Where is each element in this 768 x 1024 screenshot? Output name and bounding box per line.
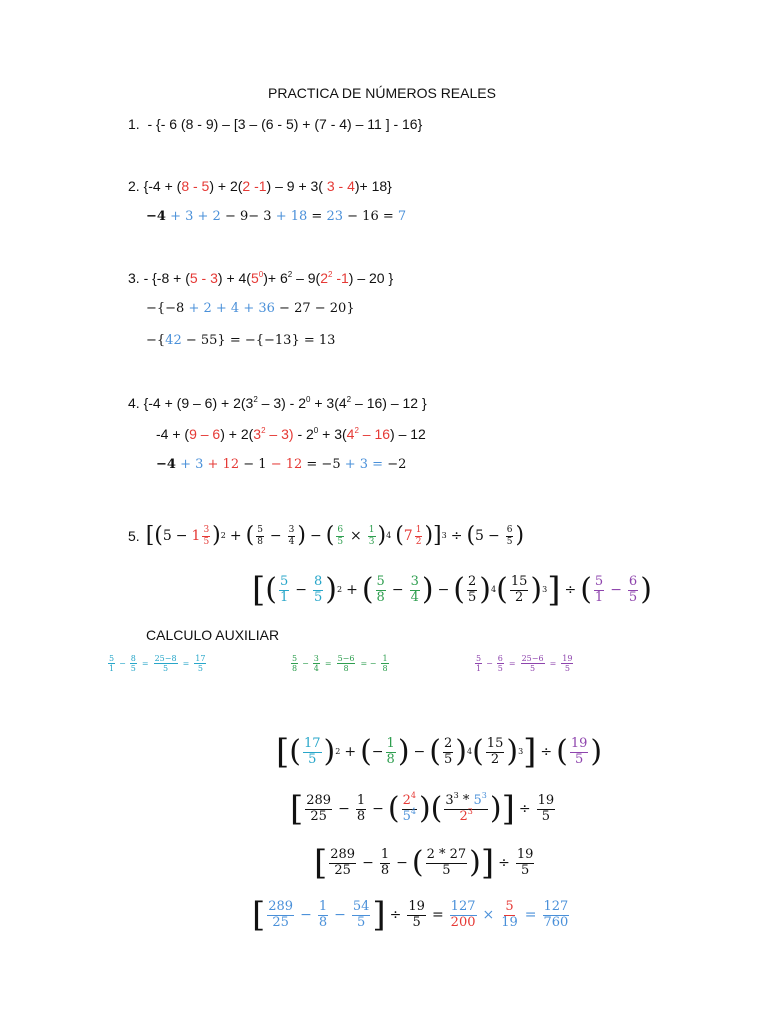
- divide-sign: ÷: [518, 801, 531, 817]
- sol-part: − 12: [270, 457, 303, 472]
- close-paren: ): [377, 523, 387, 548]
- sol-part: − 27 − 20}: [279, 301, 355, 316]
- aux-calc-2: [289, 654, 391, 673]
- minus-sign: −: [487, 528, 500, 544]
- step-3: [314, 840, 536, 886]
- open-paren: (: [466, 523, 476, 548]
- fraction: $\frac{8}{5}$: [314, 573, 323, 605]
- minus-sign: −: [338, 801, 350, 817]
- fraction: $\frac{54}{5}$: [352, 898, 370, 930]
- step-1: [ ( $\frac{17}{5}$ ) 2 + ( − $\frac{1}{8}$ ) − ( $\frac{2}{5}$ ) 4 ( $\frac{15}{2}$ ) 3 ] ÷ ( $\frac{19}{5}$ ): [276, 732, 603, 772]
- fraction: $\frac{6}{5}$: [337, 525, 344, 547]
- minus-sign: −: [610, 582, 622, 598]
- expr-part: 5: [250, 270, 259, 286]
- fraction: $\frac{127}{200}$: [450, 898, 476, 930]
- expr-part: -1: [332, 270, 349, 286]
- problem-2-solution: [146, 208, 406, 226]
- expr-part: – 16) – 12 }: [351, 395, 427, 411]
- open-bracket: [: [314, 843, 328, 883]
- expr-part: – 9(: [292, 270, 321, 286]
- minus-sign: −: [295, 582, 307, 598]
- close-paren: ): [530, 572, 543, 607]
- close-paren: ): [506, 734, 519, 769]
- expr-part: – 16: [358, 426, 391, 442]
- sol-part: −2: [387, 457, 407, 472]
- sol-part: + 18: [275, 209, 308, 224]
- sol-part: =: [311, 209, 323, 224]
- close-bracket: ]: [372, 895, 386, 935]
- fraction: $\frac{15}{2}$: [486, 735, 504, 767]
- fraction: $\frac{5}{1}$: [476, 654, 482, 674]
- equals-sign: =: [182, 659, 190, 669]
- fraction: $\frac{289}{25}$: [306, 792, 332, 824]
- problem-number: 4.: [128, 395, 140, 411]
- close-paren: ): [323, 734, 336, 769]
- sol-part: + 3 =: [344, 457, 384, 472]
- fraction: $\frac{5}{8}$: [257, 525, 263, 547]
- sol-part: −4: [156, 457, 176, 472]
- exponent: 2: [346, 395, 352, 404]
- plus-sign: +: [229, 528, 242, 544]
- problem-1: [128, 115, 422, 133]
- exponent: 2: [354, 426, 359, 435]
- sol-part: − 1: [243, 457, 267, 472]
- equals-sign: =: [508, 659, 516, 669]
- divide-sign: ÷: [540, 744, 553, 760]
- fraction: $\frac{19}{5}$: [537, 792, 555, 824]
- fraction: $\frac{19}{5}$: [562, 654, 573, 674]
- expr-part: ) – 9 + 3(: [266, 178, 327, 194]
- open-paren: (: [325, 523, 335, 548]
- problem-3: [128, 269, 393, 287]
- expr-part: -4 + (: [156, 426, 190, 442]
- fraction: $\frac{19}{5}$: [570, 735, 588, 767]
- fraction: $\frac{2 * 27}{5}$: [426, 846, 467, 878]
- aux-calc-1: [106, 654, 208, 673]
- sol-part: + 2 + 4 + 36: [188, 301, 275, 316]
- open-paren: (: [429, 734, 441, 769]
- minus-sign: −: [372, 801, 384, 817]
- open-paren: (: [411, 845, 424, 880]
- equals-sign: =: [324, 659, 332, 669]
- close-paren: ): [325, 572, 337, 607]
- expr-part: + 3(4: [310, 395, 347, 411]
- problem-5: 5. [( 5 − 1 $\frac{3}{5}$ ) 2 + ( $\frac{5}{8}$ − $\frac{3}{4}$ ) − ( $\frac{6}{5}$ × $\frac{1}{3}$ ) 4 ( 7 $\frac{1}{2}$ )] 3 ÷ ( 5 − $\frac{6}{5}$ ): [128, 523, 525, 548]
- close-paren: )]: [424, 523, 442, 548]
- minus-sign: −: [396, 855, 408, 871]
- sol-part: 23: [326, 209, 344, 224]
- open-paren: (: [496, 572, 508, 607]
- problem-4: [128, 394, 427, 412]
- fraction: $\frac{3}{4}$: [410, 573, 419, 605]
- sol-part: − 16 =: [347, 209, 394, 224]
- close-paren: ): [479, 572, 492, 607]
- equals-sign: = −: [360, 659, 377, 669]
- open-paren: (: [265, 572, 277, 607]
- close-paren: ): [455, 734, 467, 769]
- problem-expression: - {- 6 (8 - 9) – [3 – (6 - 5) + (7 - 4) – 11 ] - 16}: [147, 116, 423, 132]
- expr-part: 3 - 4: [326, 178, 355, 194]
- expr-part: ) + 2(: [209, 178, 243, 194]
- sol-part: −{: [146, 333, 166, 348]
- fraction: $\frac{1}{8}$: [386, 735, 395, 767]
- close-paren: ): [212, 523, 221, 548]
- expr-part: )+ 18}: [354, 178, 392, 194]
- fraction: $\frac{8}{5}$: [130, 654, 136, 674]
- open-paren: (: [430, 791, 443, 826]
- expr-part: - 2: [293, 426, 314, 442]
- fraction: $\frac{25-6}{5}$: [521, 654, 544, 674]
- plus-sign: +: [346, 582, 358, 598]
- exponent: 0: [306, 395, 311, 404]
- times-sign: ×: [350, 528, 362, 544]
- fraction: $\frac{5}{1}$: [109, 654, 115, 674]
- exponent: 0: [313, 426, 319, 435]
- minus-sign: −: [309, 528, 322, 544]
- mixed-whole: 1: [191, 528, 201, 544]
- problem-number: 2.: [128, 178, 140, 194]
- expr-part: 9 – 6: [189, 426, 221, 442]
- open-paren: (: [472, 734, 484, 769]
- fraction: $\frac{15}{2}$: [510, 573, 528, 605]
- times-sign: ×: [482, 907, 495, 923]
- divide-sign: ÷: [498, 855, 510, 871]
- step-2: [290, 784, 557, 834]
- fraction: $\frac{127}{760}$: [543, 898, 569, 930]
- sol-part: −4: [146, 209, 166, 224]
- close-paren: ): [640, 572, 652, 607]
- equals-sign: =: [141, 659, 149, 669]
- problem-number: 1.: [128, 116, 140, 132]
- exponent: 0: [258, 270, 264, 279]
- minus-sign: −: [362, 855, 374, 871]
- expr-part: + 3(: [318, 426, 347, 442]
- fraction: $\frac{5-6}{8}$: [337, 654, 355, 674]
- fraction: $\frac{5}{1}$: [594, 573, 604, 605]
- fraction: $\frac{1}{8}$: [356, 792, 366, 824]
- expr-part: 2 -1: [242, 178, 267, 194]
- step-4: [252, 892, 571, 938]
- close-paren: ): [489, 791, 502, 826]
- fraction: $\frac{6}{5}$: [628, 573, 638, 605]
- fraction: $\frac{19}{5}$: [516, 846, 534, 878]
- equals-sign: =: [431, 907, 444, 923]
- sol-part: −{−8: [146, 301, 185, 316]
- sol-part: − 9− 3: [224, 209, 272, 224]
- fraction: $\frac{3^3 * 5^3}{2^3}$: [445, 790, 487, 824]
- close-paren: ): [418, 791, 431, 826]
- close-bracket: ]: [523, 732, 537, 772]
- page-title: PRACTICA DE NÚMEROS REALES: [268, 85, 496, 101]
- problem-4-step: [156, 425, 426, 443]
- expr-part: {-4 + (9 – 6) + 2(3: [143, 395, 254, 411]
- close-paren: ): [469, 845, 481, 880]
- fraction: $\frac{6}{5}$: [497, 654, 503, 674]
- fraction: $\frac{1}{8}$: [318, 898, 328, 930]
- open-paren: (: [245, 523, 255, 548]
- expr-part: ) + 2(: [220, 426, 254, 442]
- exponent: 2: [261, 426, 266, 435]
- open-bracket: [(: [145, 523, 163, 548]
- equals-sign: =: [549, 659, 557, 669]
- fraction: $\frac{19}{5}$: [408, 898, 425, 930]
- divide-sign: ÷: [389, 907, 402, 923]
- close-paren: ): [421, 572, 434, 607]
- open-paren: (: [453, 572, 466, 607]
- equals-sign: =: [524, 907, 537, 923]
- fraction: $\frac{2^4}{5^4}$: [402, 790, 416, 824]
- sol-part: − 55} = −{−13} = 13: [185, 333, 336, 348]
- sol-part: + 3: [180, 457, 204, 472]
- fraction: $\frac{5}{1}$: [279, 573, 289, 605]
- sol-part: = −5: [306, 457, 341, 472]
- expr-part: – 3): [265, 426, 294, 442]
- fraction: $\frac{1}{8}$: [382, 654, 388, 674]
- mixed-whole: 7: [403, 528, 413, 544]
- close-bracket: ]: [480, 843, 495, 883]
- divide-sign: ÷: [564, 582, 577, 598]
- open-bracket: [: [252, 895, 266, 935]
- expr-part: )+ 6: [263, 270, 288, 286]
- fraction: $\frac{17}{5}$: [303, 735, 321, 767]
- fraction: $\frac{3}{5}$: [203, 525, 210, 547]
- open-paren: (: [556, 734, 568, 769]
- expr-part: 3: [253, 426, 262, 442]
- minus-sign: −: [300, 907, 312, 923]
- open-paren: (: [387, 791, 400, 826]
- minus-sign: −: [437, 582, 450, 598]
- close-paren: ): [297, 523, 306, 548]
- expr-part: 8 - 5: [181, 178, 210, 194]
- expr-part: 5: [475, 528, 484, 544]
- problem-5-step: [ ( $\frac{5}{1}$ − $\frac{8}{5}$ ) 2 + ( $\frac{5}{8}$ − $\frac{3}{4}$ ) − ( $\frac{2}{5}$ ) 4 ( $\frac{15}{2}$ ) 3 ] ÷ ( $\frac{5}{1}$ − $\frac{6}{5}$ ): [252, 570, 652, 610]
- minus-sign: −: [486, 659, 493, 669]
- expr-part: 4: [346, 426, 355, 442]
- minus-sign: −: [175, 528, 188, 544]
- expr-part: ) – 20 }: [348, 270, 394, 286]
- expr-part: {-4 + (: [143, 178, 182, 194]
- open-bracket: [: [252, 570, 266, 610]
- expr-part: ) – 12: [390, 426, 426, 442]
- expr-part: 5 - 3: [189, 270, 218, 286]
- expr-part: 5: [162, 528, 172, 544]
- expr-part: 2: [320, 270, 328, 286]
- divide-sign: ÷: [450, 528, 463, 544]
- close-paren: ): [590, 734, 603, 769]
- fraction: $\frac{5}{8}$: [292, 654, 298, 674]
- expr-part: ) + 4(: [217, 270, 251, 286]
- fraction: $\frac{2}{5}$: [468, 573, 477, 605]
- fraction: $\frac{1}{2}$: [415, 525, 422, 547]
- aux-title: CALCULO AUXILIAR: [146, 627, 280, 643]
- minus-sign: −: [413, 744, 426, 760]
- close-bracket: ]: [501, 789, 515, 829]
- open-bracket: [: [276, 732, 290, 772]
- open-paren: (: [361, 572, 374, 607]
- minus-sign: −: [269, 528, 282, 544]
- problem-number: 3.: [128, 270, 140, 286]
- minus-sign: −: [119, 659, 126, 669]
- minus-sign: −: [334, 907, 346, 923]
- problem-2: [128, 177, 392, 195]
- exponent: 2: [253, 395, 258, 404]
- minus-sign: −: [302, 659, 309, 669]
- expr-part: - {-8 + (: [143, 270, 190, 286]
- plus-sign: +: [344, 744, 357, 760]
- aux-calc-3: [473, 654, 575, 673]
- problem-4-solution: [156, 456, 406, 474]
- exponent: 2: [287, 270, 293, 279]
- open-paren: (: [360, 734, 372, 769]
- open-paren: (: [289, 734, 301, 769]
- open-paren: (: [580, 572, 592, 607]
- fraction: $\frac{289}{25}$: [268, 898, 294, 930]
- sol-part: + 12: [207, 457, 240, 472]
- fraction: $\frac{3}{4}$: [288, 525, 295, 547]
- exponent: 2: [328, 270, 333, 279]
- minus-sign: −: [371, 744, 384, 760]
- close-bracket: ]: [547, 570, 561, 610]
- fraction: $\frac{2}{5}$: [443, 735, 453, 767]
- problem-3-solution-2: [146, 332, 335, 350]
- minus-sign: −: [391, 582, 404, 598]
- expr-part: – 3) - 2: [257, 395, 307, 411]
- fraction: $\frac{5}{19}$: [501, 898, 518, 930]
- fraction: $\frac{289}{25}$: [330, 846, 356, 878]
- fraction: $\frac{1}{3}$: [368, 525, 375, 547]
- sol-part: + 3 + 2: [170, 209, 221, 224]
- problem-3-solution-1: [146, 300, 355, 318]
- sol-part: 42: [165, 333, 182, 348]
- close-paren: ): [397, 734, 410, 769]
- problem-number: 5.: [128, 528, 140, 544]
- fraction: $\frac{1}{8}$: [380, 846, 390, 878]
- sol-part: 7: [397, 209, 407, 224]
- fraction: $\frac{6}{5}$: [506, 525, 513, 547]
- fraction: $\frac{25-8}{5}$: [154, 654, 177, 674]
- fraction: $\frac{17}{5}$: [195, 654, 206, 674]
- fraction: $\frac{5}{8}$: [376, 573, 385, 605]
- close-paren: ): [515, 523, 525, 548]
- open-paren: (: [395, 523, 404, 548]
- fraction: $\frac{3}{4}$: [313, 654, 319, 674]
- open-bracket: [: [290, 789, 304, 829]
